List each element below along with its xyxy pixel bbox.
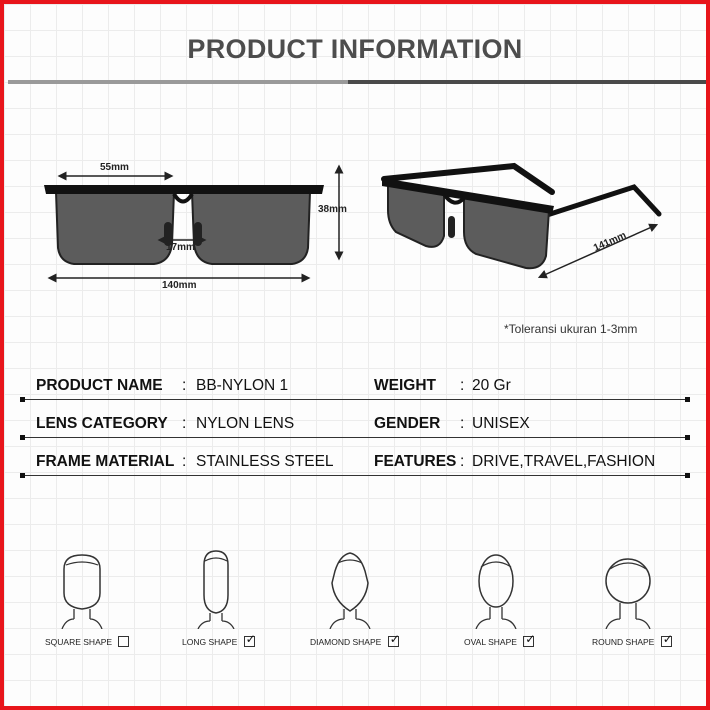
row-end-dot bbox=[20, 473, 25, 478]
spec-separator: : bbox=[460, 377, 465, 394]
spec-separator: : bbox=[182, 377, 187, 394]
square-shape-option bbox=[45, 636, 129, 647]
spec-value: DRIVE,TRAVEL,FASHION bbox=[472, 453, 656, 470]
checked-box-icon: ✓ bbox=[245, 632, 256, 646]
shape-name: OVAL SHAPE bbox=[464, 637, 517, 647]
unchecked-box-icon bbox=[118, 636, 129, 647]
row-end-dot bbox=[20, 435, 25, 440]
row-end-dot bbox=[685, 473, 690, 478]
lens-width-label: 55mm bbox=[100, 162, 129, 173]
shape-name: SQUARE SHAPE bbox=[45, 637, 113, 647]
row-divider bbox=[22, 437, 688, 438]
row-divider bbox=[22, 399, 688, 400]
side-view-glasses bbox=[382, 166, 659, 268]
shape-name: ROUND SHAPE bbox=[592, 637, 655, 647]
spec-value: 20 Gr bbox=[472, 377, 511, 394]
long-shape-option bbox=[182, 632, 256, 647]
checked-box-icon: ✓ bbox=[389, 632, 400, 646]
row-end-dot bbox=[685, 397, 690, 402]
round-face-icon bbox=[588, 549, 668, 629]
checked-box-icon: ✓ bbox=[525, 632, 536, 646]
lens-height-label: 38mm bbox=[318, 204, 347, 215]
glasses-illustration bbox=[4, 4, 710, 304]
row-divider bbox=[22, 475, 688, 476]
spec-label: FRAME MATERIAL bbox=[36, 453, 175, 470]
spec-separator: : bbox=[182, 453, 187, 470]
checked-box-icon: ✓ bbox=[662, 632, 673, 646]
round-shape-option bbox=[592, 632, 673, 647]
spec-row-frame-material bbox=[22, 446, 688, 476]
shape-name: DIAMOND SHAPE bbox=[310, 637, 382, 647]
spec-value: UNISEX bbox=[472, 415, 530, 432]
row-end-dot bbox=[685, 435, 690, 440]
row-end-dot bbox=[20, 397, 25, 402]
square-face-icon bbox=[42, 549, 122, 629]
spec-value: BB-NYLON 1 bbox=[196, 377, 289, 394]
spec-separator: : bbox=[460, 415, 465, 432]
spec-value: STAINLESS STEEL bbox=[196, 453, 334, 470]
temple-length-label: 141mm bbox=[592, 229, 628, 255]
spec-row-lens-category bbox=[22, 408, 688, 438]
page-title: PRODUCT INFORMATION bbox=[187, 34, 523, 64]
oval-face-icon bbox=[456, 549, 536, 629]
spec-label: LENS CATEGORY bbox=[36, 415, 168, 432]
long-face-icon bbox=[176, 549, 256, 629]
tolerance-note: *Toleransi ukuran 1-3mm bbox=[504, 322, 638, 336]
frame-width-label: 140mm bbox=[162, 280, 197, 291]
spec-label: PRODUCT NAME bbox=[36, 377, 163, 394]
diamond-shape-option bbox=[310, 632, 400, 647]
oval-shape-option bbox=[464, 632, 536, 647]
spec-separator: : bbox=[182, 415, 187, 432]
spec-separator: : bbox=[460, 453, 465, 470]
spec-label: FEATURES bbox=[374, 453, 457, 470]
diamond-face-icon bbox=[310, 549, 390, 629]
spec-row-product-name bbox=[22, 370, 688, 400]
shape-name: LONG SHAPE bbox=[182, 637, 238, 647]
spec-label: GENDER bbox=[374, 415, 441, 432]
spec-label: WEIGHT bbox=[374, 377, 436, 394]
spec-value: NYLON LENS bbox=[196, 415, 295, 432]
bridge-width-label: 17mm bbox=[166, 242, 195, 253]
